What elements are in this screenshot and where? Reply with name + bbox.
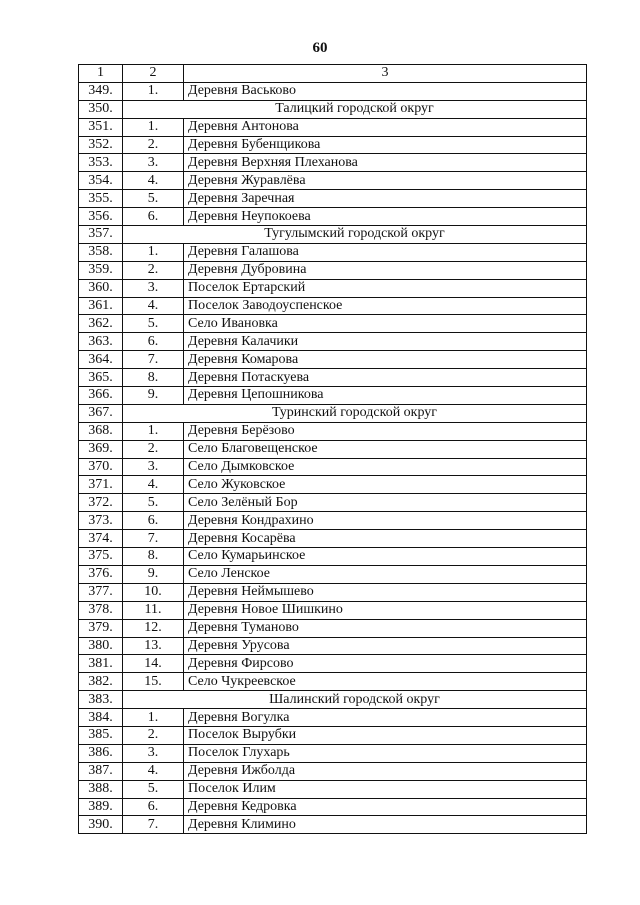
district-name-cell: Тугулымский городской округ (123, 226, 587, 244)
settlement-name-cell: Деревня Верхняя Плеханова (184, 154, 587, 172)
settlement-name-cell: Деревня Урусова (184, 637, 587, 655)
settlement-name-cell: Деревня Бубенщикова (184, 136, 587, 154)
row-number-cell: 372. (79, 494, 123, 512)
local-number-cell: 4. (123, 762, 184, 780)
settlement-name-cell: Деревня Новое Шишкино (184, 601, 587, 619)
row-number-cell: 350. (79, 100, 123, 118)
settlement-name-cell: Деревня Васьково (184, 82, 587, 100)
row-number-cell: 371. (79, 476, 123, 494)
table-header-row (79, 65, 587, 83)
local-number-cell: 1. (123, 118, 184, 136)
row-number-cell: 384. (79, 709, 123, 727)
local-number-cell: 10. (123, 583, 184, 601)
settlement-name-cell: Село Ленское (184, 565, 587, 583)
local-number-cell: 11. (123, 601, 184, 619)
local-number-cell: 3. (123, 458, 184, 476)
settlement-name-cell: Деревня Климино (184, 816, 587, 834)
row-number-cell: 378. (79, 601, 123, 619)
local-number-cell: 3. (123, 154, 184, 172)
local-number-cell: 2. (123, 136, 184, 154)
row-number-cell: 357. (79, 226, 123, 244)
district-row (79, 404, 587, 422)
table-row (79, 512, 587, 530)
row-number-cell: 376. (79, 565, 123, 583)
local-number-cell: 8. (123, 369, 184, 387)
row-number-cell: 370. (79, 458, 123, 476)
local-number-cell: 4. (123, 172, 184, 190)
settlement-name-cell: Деревня Галашова (184, 243, 587, 261)
table-row (79, 279, 587, 297)
table-row (79, 422, 587, 440)
settlement-name-cell: Деревня Потаскуева (184, 369, 587, 387)
table-row (79, 726, 587, 744)
table-row (79, 780, 587, 798)
table-row (79, 172, 587, 190)
row-number-cell: 358. (79, 243, 123, 261)
local-number-cell: 1. (123, 82, 184, 100)
local-number-cell: 4. (123, 476, 184, 494)
settlement-name-cell: Поселок Вырубки (184, 726, 587, 744)
local-number-cell: 1. (123, 709, 184, 727)
local-number-cell: 2. (123, 726, 184, 744)
local-number-cell: 5. (123, 315, 184, 333)
district-name-cell: Туринский городской округ (123, 404, 587, 422)
table-row (79, 548, 587, 566)
column-header-2: 2 (123, 65, 184, 83)
table-row (79, 709, 587, 727)
row-number-cell: 385. (79, 726, 123, 744)
table-row (79, 369, 587, 387)
local-number-cell: 9. (123, 387, 184, 405)
row-number-cell: 359. (79, 261, 123, 279)
local-number-cell: 7. (123, 816, 184, 834)
table-row (79, 476, 587, 494)
settlement-name-cell: Деревня Ижболда (184, 762, 587, 780)
settlement-name-cell: Поселок Ертарский (184, 279, 587, 297)
row-number-cell: 363. (79, 333, 123, 351)
table-row (79, 673, 587, 691)
table-row (79, 208, 587, 226)
settlement-name-cell: Село Ивановка (184, 315, 587, 333)
row-number-cell: 386. (79, 744, 123, 762)
district-row (79, 691, 587, 709)
local-number-cell: 7. (123, 530, 184, 548)
settlement-name-cell: Деревня Кедровка (184, 798, 587, 816)
settlement-name-cell: Село Дымковское (184, 458, 587, 476)
row-number-cell: 381. (79, 655, 123, 673)
district-row (79, 226, 587, 244)
settlement-name-cell: Деревня Заречная (184, 190, 587, 208)
district-name-cell: Шалинский городской округ (123, 691, 587, 709)
row-number-cell: 367. (79, 404, 123, 422)
table-row (79, 440, 587, 458)
settlement-name-cell: Село Жуковское (184, 476, 587, 494)
table-row (79, 315, 587, 333)
settlement-name-cell: Деревня Журавлёва (184, 172, 587, 190)
row-number-cell: 390. (79, 816, 123, 834)
row-number-cell: 374. (79, 530, 123, 548)
row-number-cell: 353. (79, 154, 123, 172)
table-row (79, 136, 587, 154)
local-number-cell: 8. (123, 548, 184, 566)
local-number-cell: 15. (123, 673, 184, 691)
table-row (79, 458, 587, 476)
row-number-cell: 369. (79, 440, 123, 458)
row-number-cell: 349. (79, 82, 123, 100)
local-number-cell: 1. (123, 243, 184, 261)
row-number-cell: 379. (79, 619, 123, 637)
row-number-cell: 356. (79, 208, 123, 226)
table-row (79, 530, 587, 548)
row-number-cell: 361. (79, 297, 123, 315)
table-row (79, 243, 587, 261)
row-number-cell: 365. (79, 369, 123, 387)
row-number-cell: 377. (79, 583, 123, 601)
table-row (79, 762, 587, 780)
settlement-name-cell: Поселок Глухарь (184, 744, 587, 762)
row-number-cell: 364. (79, 351, 123, 369)
table-row (79, 601, 587, 619)
row-number-cell: 355. (79, 190, 123, 208)
row-number-cell: 382. (79, 673, 123, 691)
local-number-cell: 9. (123, 565, 184, 583)
row-number-cell: 366. (79, 387, 123, 405)
table-row (79, 333, 587, 351)
settlement-name-cell: Село Благовещенское (184, 440, 587, 458)
table-row (79, 118, 587, 136)
local-number-cell: 3. (123, 744, 184, 762)
row-number-cell: 389. (79, 798, 123, 816)
row-number-cell: 351. (79, 118, 123, 136)
row-number-cell: 383. (79, 691, 123, 709)
local-number-cell: 5. (123, 780, 184, 798)
settlement-name-cell: Деревня Вогулка (184, 709, 587, 727)
settlement-name-cell: Деревня Дубровина (184, 261, 587, 279)
table-row (79, 82, 587, 100)
settlement-name-cell: Деревня Кондрахино (184, 512, 587, 530)
row-number-cell: 388. (79, 780, 123, 798)
district-row (79, 100, 587, 118)
column-header-1: 1 (79, 65, 123, 83)
settlement-name-cell: Село Зелёный Бор (184, 494, 587, 512)
local-number-cell: 13. (123, 637, 184, 655)
row-number-cell: 387. (79, 762, 123, 780)
row-number-cell: 375. (79, 548, 123, 566)
local-number-cell: 6. (123, 798, 184, 816)
local-number-cell: 1. (123, 422, 184, 440)
settlement-name-cell: Деревня Цепошникова (184, 387, 587, 405)
local-number-cell: 7. (123, 351, 184, 369)
local-number-cell: 6. (123, 512, 184, 530)
column-header-3: 3 (184, 65, 587, 83)
settlement-name-cell: Поселок Заводоуспенское (184, 297, 587, 315)
table-row (79, 190, 587, 208)
table-row (79, 744, 587, 762)
page-number: 60 (312, 40, 328, 56)
settlement-name-cell: Деревня Косарёва (184, 530, 587, 548)
settlement-name-cell: Село Чукреевское (184, 673, 587, 691)
settlement-name-cell: Деревня Туманово (184, 619, 587, 637)
district-name-cell: Талицкий городской округ (123, 100, 587, 118)
local-number-cell: 14. (123, 655, 184, 673)
table-body (79, 65, 587, 834)
row-number-cell: 360. (79, 279, 123, 297)
row-number-cell: 352. (79, 136, 123, 154)
table-row (79, 619, 587, 637)
table-row (79, 816, 587, 834)
settlement-name-cell: Поселок Илим (184, 780, 587, 798)
local-number-cell: 5. (123, 190, 184, 208)
table-row (79, 494, 587, 512)
local-number-cell: 2. (123, 261, 184, 279)
row-number-cell: 368. (79, 422, 123, 440)
table-row (79, 387, 587, 405)
row-number-cell: 362. (79, 315, 123, 333)
table-row (79, 154, 587, 172)
table-row (79, 261, 587, 279)
local-number-cell: 3. (123, 279, 184, 297)
settlement-name-cell: Деревня Антонова (184, 118, 587, 136)
settlement-name-cell: Деревня Неймышево (184, 583, 587, 601)
settlement-name-cell: Деревня Берёзово (184, 422, 587, 440)
table-row (79, 583, 587, 601)
settlement-name-cell: Деревня Неупокоева (184, 208, 587, 226)
local-number-cell: 6. (123, 333, 184, 351)
row-number-cell: 354. (79, 172, 123, 190)
settlement-name-cell: Село Кумарьинское (184, 548, 587, 566)
table-row (79, 798, 587, 816)
local-number-cell: 6. (123, 208, 184, 226)
settlement-name-cell: Деревня Калачики (184, 333, 587, 351)
settlements-table (78, 64, 587, 834)
table-row (79, 637, 587, 655)
local-number-cell: 5. (123, 494, 184, 512)
row-number-cell: 373. (79, 512, 123, 530)
table-row (79, 565, 587, 583)
local-number-cell: 2. (123, 440, 184, 458)
table-row (79, 297, 587, 315)
settlement-name-cell: Деревня Фирсово (184, 655, 587, 673)
local-number-cell: 12. (123, 619, 184, 637)
table-row (79, 655, 587, 673)
local-number-cell: 4. (123, 297, 184, 315)
row-number-cell: 380. (79, 637, 123, 655)
table-row (79, 351, 587, 369)
settlement-name-cell: Деревня Комарова (184, 351, 587, 369)
